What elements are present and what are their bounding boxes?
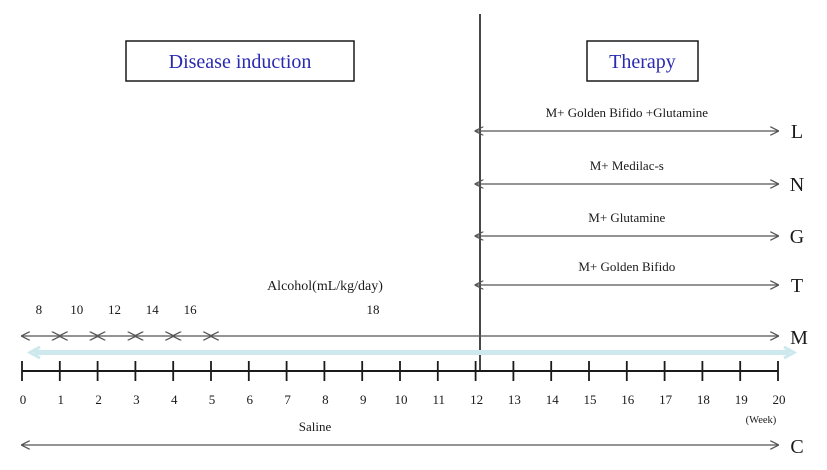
- group-letter-m: M: [790, 327, 808, 349]
- alcohol-dose-segment: [22, 302, 60, 336]
- alcohol-dose-segment: [98, 302, 136, 336]
- week-tick-label: 0: [19, 392, 27, 407]
- week-tick-label: 4: [170, 392, 178, 407]
- group-letter: T: [790, 275, 804, 297]
- therapy-phase-label: Therapy: [609, 51, 676, 73]
- alcohol-dose-segment: [135, 302, 173, 336]
- therapy-group-label: M+ Medilac-s: [589, 158, 664, 173]
- induction-phase-box: [126, 41, 354, 81]
- alcohol-dose-label: 8: [35, 302, 43, 317]
- alcohol-doses: [22, 302, 808, 349]
- week-tick-label: 16: [621, 392, 635, 407]
- m-group-band: [34, 350, 790, 355]
- alcohol-dose-title: Alcohol(mL/kg/day): [267, 279, 383, 294]
- alcohol-dose-label: 16: [183, 302, 197, 317]
- week-tick-label: 9: [359, 392, 367, 407]
- therapy-group-row: [476, 259, 804, 297]
- week-unit-label: (Week): [745, 415, 777, 426]
- therapy-groups: [476, 105, 805, 297]
- therapy-phase-box: [587, 41, 698, 81]
- week-tick-label: 13: [507, 392, 521, 407]
- group-letter: N: [789, 174, 805, 196]
- week-tick-label: 10: [394, 392, 408, 407]
- alcohol-dose-segment: [173, 302, 211, 336]
- therapy-group-row: [476, 158, 805, 196]
- therapy-group-label: M+ Golden Bifido +Glutamine: [545, 105, 708, 120]
- therapy-group-row: [476, 210, 805, 248]
- therapy-group-label: M+ Glutamine: [588, 210, 666, 225]
- week-tick-label: 12: [470, 392, 484, 407]
- week-tick-label: 3: [133, 392, 140, 407]
- induction-phase-label: Disease induction: [168, 51, 312, 73]
- alcohol-dose-segment: [60, 302, 98, 336]
- week-tick-label: 6: [246, 392, 254, 407]
- week-tick-label: 2: [95, 392, 102, 407]
- week-ticks: [20, 361, 786, 407]
- alcohol-dose-label: 18: [366, 302, 380, 317]
- week-tick-label: 18: [696, 392, 710, 407]
- therapy-group-label: M+ Golden Bifido: [578, 259, 676, 274]
- week-tick-label: 19: [734, 392, 748, 407]
- week-tick-label: 8: [322, 392, 329, 407]
- week-tick-label: 1: [57, 392, 65, 407]
- alcohol-dose-label: 12: [108, 302, 121, 317]
- week-tick-label: 20: [772, 392, 786, 407]
- saline-label: Saline: [298, 419, 332, 434]
- week-tick-label: 15: [583, 392, 597, 407]
- week-tick-label: 7: [284, 392, 291, 407]
- alcohol-dose-label: 14: [145, 302, 159, 317]
- group-letter: L: [790, 121, 804, 143]
- therapy-group-row: [476, 105, 804, 143]
- alcohol-dose-segment: [211, 302, 778, 336]
- group-letter: G: [789, 226, 805, 248]
- week-tick-label: 11: [432, 392, 446, 407]
- group-letter-c: C: [790, 436, 804, 458]
- week-tick-label: 17: [659, 392, 673, 407]
- week-tick-label: 5: [208, 392, 216, 407]
- week-tick-label: 14: [545, 392, 559, 407]
- alcohol-dose-label: 10: [70, 302, 84, 317]
